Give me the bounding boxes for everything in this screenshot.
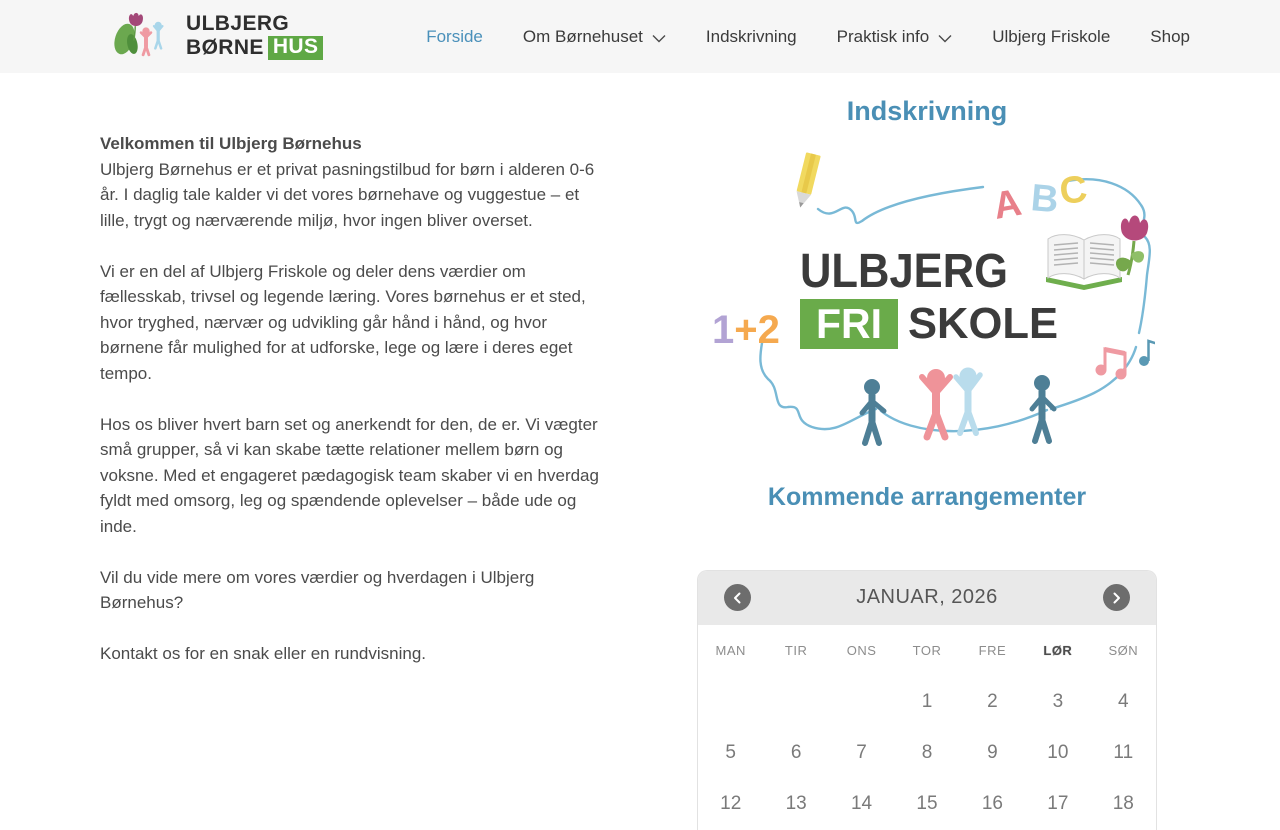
nav-item-ulbjerg-friskole[interactable]: Ulbjerg Friskole xyxy=(992,26,1111,46)
calendar-day: 11 xyxy=(1113,742,1134,764)
calendar-day-empty xyxy=(829,677,894,728)
svg-text:A: A xyxy=(989,181,1025,228)
calendar-day: 1 xyxy=(921,691,933,713)
weekday-son: SØN xyxy=(1108,642,1139,658)
kommende-arrangementer-link[interactable]: Kommende arrangementer xyxy=(767,482,1087,511)
calendar-day: 10 xyxy=(1047,742,1069,764)
indskrivning-link[interactable]: Indskrivning xyxy=(846,96,1008,126)
music-notes-icon xyxy=(1095,341,1155,380)
logo-hus-badge: HUS xyxy=(268,36,324,60)
svg-text:C: C xyxy=(1057,167,1089,213)
calendar-day: 4 xyxy=(1117,691,1129,713)
nav-item-indskrivning[interactable]: Indskrivning xyxy=(705,26,797,46)
child-figure-pink xyxy=(922,369,950,437)
chevron-left-icon xyxy=(732,592,743,604)
weekday-tir: TIR xyxy=(784,642,808,658)
tulip-icon xyxy=(1115,215,1147,275)
weekday-ons: ONS xyxy=(846,642,877,658)
weekday-man: MAN xyxy=(715,642,746,658)
welcome-paragraph-5: Kontakt os for en snak eller en rundvisning. xyxy=(100,644,427,663)
child-figure-teal-left xyxy=(862,379,884,443)
nav-item-praktisk-info[interactable]: Praktisk info xyxy=(837,26,953,48)
sidebar xyxy=(697,73,1157,830)
calendar-month-label: JANUAR, 2026 xyxy=(856,586,998,609)
open-book-icon xyxy=(1046,234,1122,289)
calendar-day: 5 xyxy=(725,742,736,764)
ulbjerg-friskole-logo-image[interactable] xyxy=(700,147,1155,455)
calendar-header xyxy=(698,571,1156,625)
calendar-day-empty xyxy=(763,677,828,728)
calendar-day: 7 xyxy=(856,742,867,764)
calendar-day: 14 xyxy=(850,793,873,815)
welcome-paragraph-4: Vil du vide mere om vores værdier og hverdagen i Ulbjerg Børnehus? xyxy=(100,567,535,612)
calendar-day: 17 xyxy=(1047,793,1069,815)
friskole-wordmark-ulbjerg: ULBJERG xyxy=(799,244,1008,298)
calendar-day: 12 xyxy=(720,793,742,815)
weekday-lor-current: LØR xyxy=(1043,642,1073,658)
bornehus-logo[interactable] xyxy=(113,5,323,68)
calendar-day: 13 xyxy=(785,793,807,815)
calendar-day: 3 xyxy=(1052,691,1064,713)
pencil-icon xyxy=(792,152,820,209)
child-figure-lightblue xyxy=(956,367,980,433)
logo-line2: BØRNE xyxy=(186,35,264,59)
svg-text:B: B xyxy=(1028,176,1060,222)
next-month-button[interactable] xyxy=(1103,584,1130,611)
calendar-weekday-row xyxy=(698,625,1156,677)
bornehus-logo-text xyxy=(186,13,323,59)
welcome-section xyxy=(100,73,600,667)
nav-item-forside[interactable]: Forside xyxy=(426,26,483,46)
calendar-day: 6 xyxy=(790,742,802,764)
welcome-heading: Velkommen til Ulbjerg Børnehus xyxy=(100,134,362,153)
friskole-wordmark-skole: SKOLE xyxy=(907,298,1058,348)
nav-item-shop[interactable]: Shop xyxy=(1150,26,1190,46)
weekday-fre: FRE xyxy=(978,642,1007,658)
child-figure-teal-right xyxy=(1032,375,1054,441)
site-header xyxy=(0,0,1280,73)
abc-letters-decoration xyxy=(990,168,1089,228)
chevron-right-icon xyxy=(1111,592,1122,604)
calendar-day: 9 xyxy=(987,742,998,764)
bornehus-logo-flower-icon xyxy=(113,5,179,68)
calendar-day: 2 xyxy=(987,691,998,713)
welcome-paragraph-3: Hos os bliver hvert barn set og anerkendt for den, de er. Vi vægter små grupper, så vi kan skabe tætte relationer mellem børn og voksne. Med et engageret pædagogisk team skaber vi en hverdag fyldt med omsorg, leg og spændende oplevelser – både ude og inde. xyxy=(100,414,599,536)
prev-month-button[interactable] xyxy=(724,584,751,611)
calendar-day: 15 xyxy=(916,793,938,815)
math-decoration: 1+2 xyxy=(711,307,780,352)
weekday-tor: TOR xyxy=(912,642,942,658)
calendar-day-empty xyxy=(698,677,763,728)
logo-line1: ULBJERG xyxy=(186,12,290,36)
nav-item-om-bornehuset[interactable]: Om Børnehuset xyxy=(523,26,666,48)
events-calendar xyxy=(697,570,1157,830)
main-nav xyxy=(426,26,1190,48)
page-content xyxy=(0,73,1280,830)
welcome-paragraph-2: Vi er en del af Ulbjerg Friskole og deler dens værdier om fællesskab, trivsel og legende læring. Vores børnehus er et sted, hvor tryghed, nærvær og udvikling går hånd i hånd, og hvor børnene får mulighed for at udforske, lege og lære i deres eget tempo. xyxy=(100,261,586,383)
welcome-paragraph-1: Ulbjerg Børnehus er et privat pasningstilbud for børn i alderen 0-6 år. I daglig tale kalder vi det vores børnehave og vuggestue – et lille, trygt og nærværende miljø, hvor ingen bliver overset. xyxy=(100,159,595,230)
calendar-day: 16 xyxy=(981,793,1003,815)
friskole-wordmark-fri: FRI xyxy=(815,299,882,347)
calendar-date-grid xyxy=(698,677,1156,830)
calendar-day: 18 xyxy=(1112,793,1134,815)
chevron-down-icon xyxy=(652,28,666,48)
calendar-day: 8 xyxy=(921,742,933,764)
chevron-down-icon xyxy=(938,28,952,48)
